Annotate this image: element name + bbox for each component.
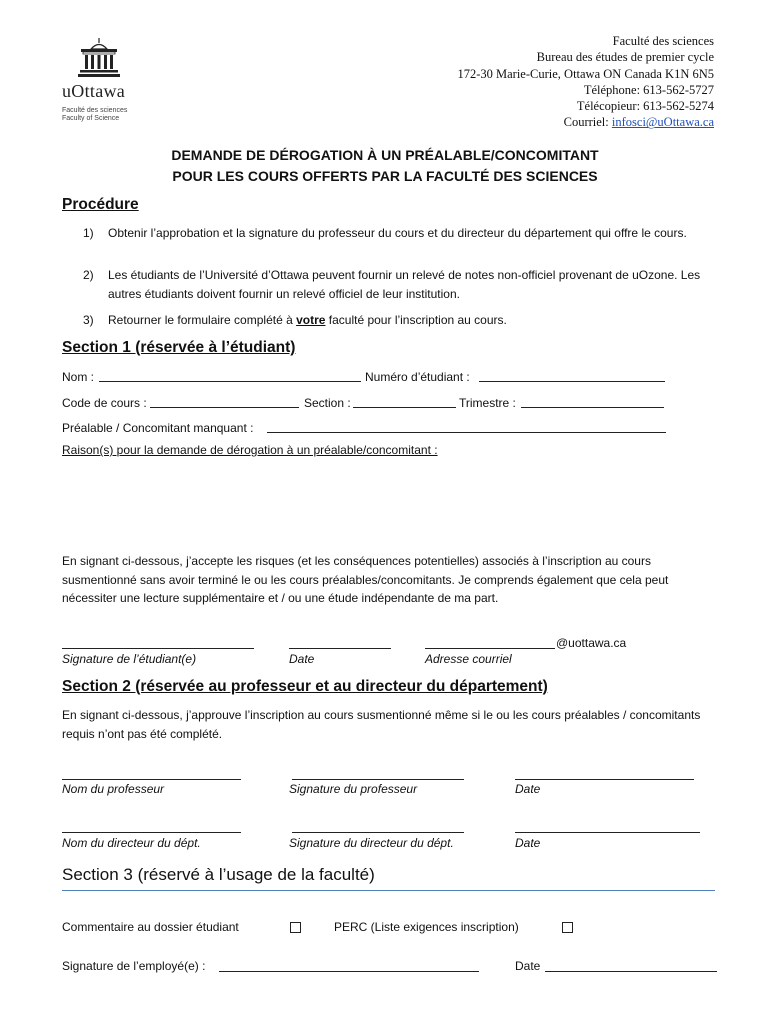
employee-date-label: Date <box>515 959 541 973</box>
prof-name-label: Nom du professeur <box>62 782 165 796</box>
perc-label: PERC (Liste exigences inscription) <box>334 920 519 934</box>
step3-text-after: faculté pour l’inscription au cours. <box>325 313 507 327</box>
university-building-icon <box>77 36 121 78</box>
email-label: Courriel: <box>563 115 612 130</box>
address-email-line <box>457 114 714 130</box>
raison-label: Raison(s) pour la demande de dérogation à un préalable/concomitant : <box>62 443 438 457</box>
address-line: Téléphone: 613-562-5727 <box>583 82 714 97</box>
section3-heading: Section 3 (réservé à l’usage de la faculté) <box>62 865 375 884</box>
perc-checkbox[interactable] <box>562 922 573 933</box>
prealable-field[interactable] <box>267 432 666 433</box>
procedure-heading: Procédure <box>62 196 139 213</box>
procedure-step-3 <box>108 311 708 330</box>
dir-name-label: Nom du directeur du dépt. <box>62 836 201 850</box>
section-field[interactable] <box>353 407 456 408</box>
dir-signature-label: Signature du directeur du dépt. <box>289 836 454 850</box>
address-line: Faculté des sciences <box>612 34 714 48</box>
nom-field[interactable] <box>99 381 361 382</box>
student-email-label: Adresse courriel <box>425 652 512 666</box>
nom-label: Nom : <box>62 370 95 384</box>
step-number: 2) <box>83 268 94 282</box>
faculty-address <box>457 33 714 131</box>
section1-heading: Section 1 (réservée à l’étudiant) <box>62 339 296 356</box>
prof-name-field[interactable] <box>62 779 241 780</box>
uottawa-logo <box>62 36 142 123</box>
dir-date-field[interactable] <box>515 832 700 833</box>
student-date-label: Date <box>289 652 315 666</box>
section-label: Section : <box>304 396 351 410</box>
section3-rule <box>62 890 715 891</box>
employee-date-field[interactable] <box>545 971 717 972</box>
prof-date-field[interactable] <box>515 779 694 780</box>
logo-subtitle-fr: Faculté des sciences <box>62 107 128 114</box>
prof-signature-field[interactable] <box>292 779 464 780</box>
form-title-line2: POUR LES COURS OFFERTS PAR LA FACULTÉ DES SCIENCES <box>172 168 598 184</box>
address-line: 172-30 Marie-Curie, Ottawa ON Canada K1N 6N5 <box>457 66 714 81</box>
comment-checkbox[interactable] <box>290 922 301 933</box>
address-line: Bureau des études de premier cycle <box>536 50 714 65</box>
student-signature-label: Signature de l’étudiant(e) <box>62 652 197 666</box>
trimestre-field[interactable] <box>521 407 664 408</box>
prealable-label: Préalable / Concomitant manquant : <box>62 421 254 435</box>
prof-date-label: Date <box>515 782 541 796</box>
email-link[interactable]: infosci@uOttawa.ca <box>611 115 714 130</box>
step3-emphasis: votre <box>296 313 326 327</box>
code-cours-label: Code de cours : <box>62 396 147 410</box>
logo-subtitle-en: Faculty of Science <box>62 115 120 122</box>
comment-label: Commentaire au dossier étudiant <box>62 920 239 934</box>
section2-heading: Section 2 (réservée au professeur et au directeur du département) <box>62 678 548 695</box>
employee-signature-field[interactable] <box>219 971 479 972</box>
prof-signature-label: Signature du professeur <box>289 782 418 796</box>
form-title <box>0 145 770 187</box>
prof-statement: En signant ci-dessous, j’approuve l’inscription au cours susmentionné même si le ou les cours préalables / concomitants requis n’ont pas été complété. <box>62 708 701 741</box>
numero-label: Numéro d’étudiant : <box>365 370 470 384</box>
email-suffix: @uottawa.ca <box>556 636 627 650</box>
dir-date-label: Date <box>515 836 541 850</box>
dir-signature-field[interactable] <box>292 832 464 833</box>
form-title-line1: DEMANDE DE DÉROGATION À UN PRÉALABLE/CONCOMITANT <box>171 147 599 163</box>
step-number: 1) <box>83 226 94 240</box>
employee-signature-label: Signature de l’employé(e) : <box>62 959 206 973</box>
address-line: Télécopieur: 613-562-5274 <box>576 99 714 114</box>
step3-text-before: Retourner le formulaire complété à <box>108 313 297 327</box>
student-signature-field[interactable] <box>62 648 254 649</box>
code-cours-field[interactable] <box>150 407 299 408</box>
logo-subtitle <box>62 107 142 123</box>
logo-wordmark: uOttawa <box>62 81 126 101</box>
student-statement: En signant ci-dessous, j’accepte les risques (et les conséquences potentielles) associés à l’inscription au cours susmentionné sans avoir terminé le ou les cours préalables/concomitants. Je comprends également que cela peut nécessiter une lecture supplémentaire et / ou une étude indépendante de ma part. <box>62 554 669 605</box>
procedure-step-2: Les étudiants de l’Université d’Ottawa peuvent fournir un relevé de notes non-officiel provenant de uOzone. Les autres étudiants doivent fournir un relevé officiel de leur institution. <box>108 268 701 301</box>
student-email-field[interactable] <box>425 648 555 649</box>
numero-field[interactable] <box>479 381 665 382</box>
student-date-field[interactable] <box>289 648 391 649</box>
raison-field[interactable] <box>62 462 708 547</box>
dir-name-field[interactable] <box>62 832 241 833</box>
trimestre-label: Trimestre : <box>459 396 516 410</box>
procedure-step-1: Obtenir l’approbation et la signature du professeur du cours et du directeur du département qui offre le cours. <box>108 226 687 240</box>
step-number: 3) <box>83 313 94 327</box>
